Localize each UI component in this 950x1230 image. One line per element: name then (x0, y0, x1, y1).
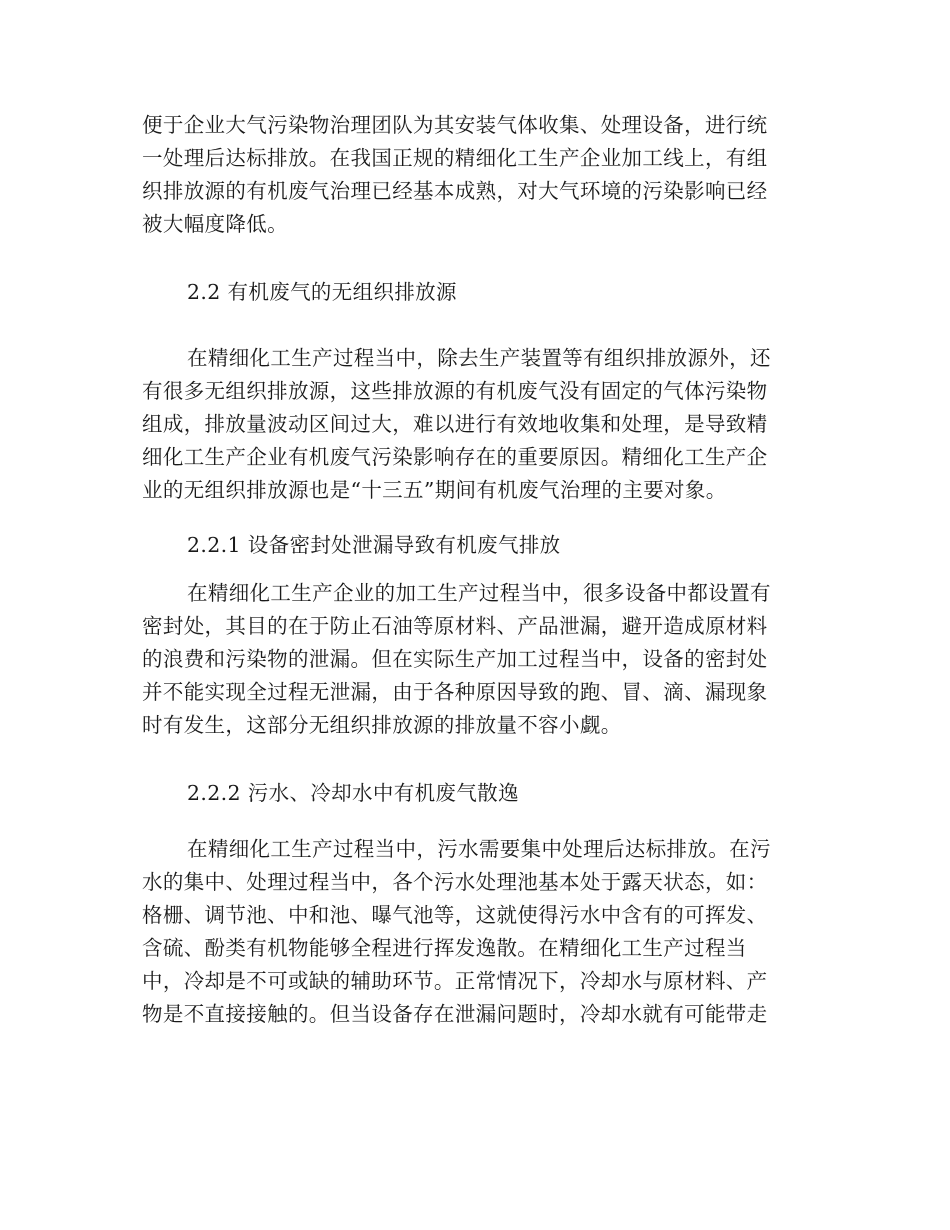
paragraph-line: 业的无组织排放源也是“十三五”期间有机废气治理的主要对象。 (142, 478, 727, 502)
paragraph-line: 在精细化工生产企业的加工生产过程当中，很多设备中都设置有 (187, 581, 771, 605)
paragraph-line: 在精细化工生产过程当中，除去生产装置等有组织排放源外，还 (187, 346, 771, 370)
section-heading: 2.2 有机废气的无组织排放源 (187, 280, 457, 304)
paragraph-line: 密封处，其目的在于防止石油等原材料、产品泄漏，避开造成原材料 (142, 614, 768, 638)
paragraph-line: 水的集中、处理过程当中，各个污水处理池基本处于露天状态，如： (142, 870, 768, 894)
paragraph-line: 物是不直接接触的。但当设备存在泄漏问题时，冷却水就有可能带走 (142, 1002, 768, 1026)
subsection-heading: 2.2.1 设备密封处泄漏导致有机废气排放 (187, 533, 561, 557)
subsection-heading: 2.2.2 污水、冷却水中有机废气散逸 (187, 781, 519, 805)
paragraph-line: 被大幅度降低。 (142, 212, 288, 236)
paragraph-line: 在精细化工生产过程当中，污水需要集中处理后达标排放。在污 (187, 837, 771, 861)
paragraph-line: 中，冷却是不可或缺的辅助环节。正常情况下，冷却水与原材料、产 (142, 969, 768, 993)
paragraph-line: 有很多无组织排放源，这些排放源的有机废气没有固定的气体污染物 (142, 379, 768, 403)
paragraph-line: 织排放源的有机废气治理已经基本成熟，对大气环境的污染影响已经 (142, 179, 768, 203)
paragraph-line: 便于企业大气污染物治理团队为其安装气体收集、处理设备，进行统 (142, 113, 768, 137)
paragraph-line: 的浪费和污染物的泄漏。但在实际生产加工过程当中，设备的密封处 (142, 647, 768, 671)
paragraph-line: 含硫、酚类有机物能够全程进行挥发逸散。在精细化工生产过程当 (142, 936, 747, 960)
paragraph-line: 一处理后达标排放。在我国正规的精细化工生产企业加工线上，有组 (142, 146, 768, 170)
paragraph-line: 时有发生，这部分无组织排放源的排放量不容小觑。 (142, 713, 622, 737)
paragraph-line: 细化工生产企业有机废气污染影响存在的重要原因。精细化工生产企 (142, 445, 768, 469)
paragraph-line: 组成，排放量波动区间过大，难以进行有效地收集和处理，是导致精 (142, 412, 768, 436)
paragraph-line: 格栅、调节池、中和池、曝气池等，这就使得污水中含有的可挥发、 (142, 903, 768, 927)
paragraph-line: 并不能实现全过程无泄漏，由于各种原因导致的跑、冒、滴、漏现象 (142, 680, 768, 704)
